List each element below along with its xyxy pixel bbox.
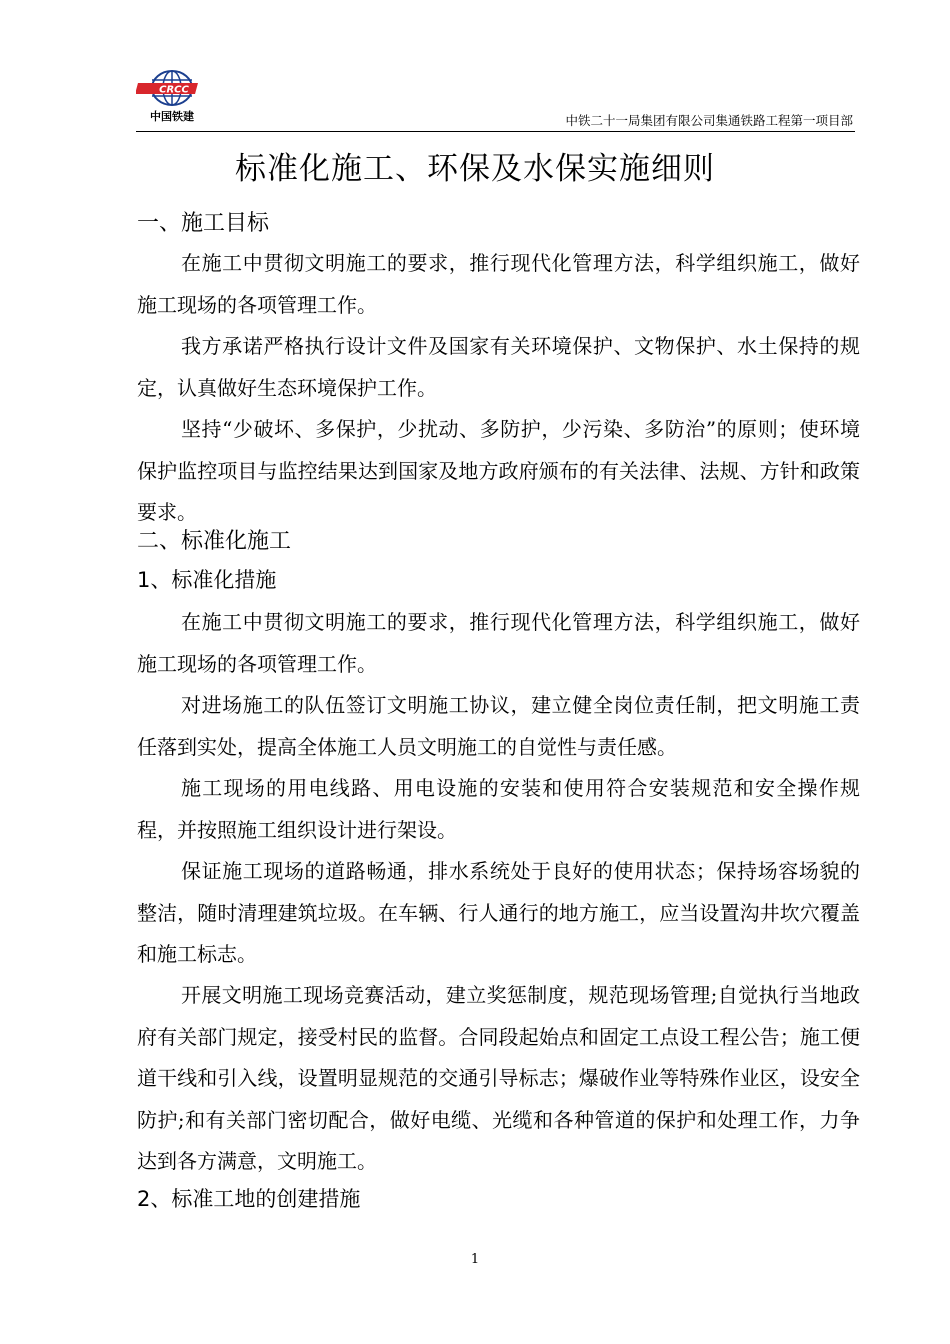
header-organization: 中铁二十一局集团有限公司集通铁路工程第一项目部 [565,113,853,128]
paragraph: 保证施工现场的道路畅通，排水系统处于良好的使用状态；保持场容场貌的整洁，随时清理建筑垃圾。在车辆、行人通行的地方施工，应当设置沟井坎穴覆盖和施工标志。 [137,859,860,966]
paragraph: 施工现场的用电线路、用电设施的安装和使用符合安装规范和安全操作规程，并按照施工组织设计进行架设。 [137,776,860,842]
company-logo [136,68,208,124]
logo-mark: CRCC [159,84,189,96]
paragraph: 在施工中贯彻文明施工的要求，推行现代化管理方法，科学组织施工，做好施工现场的各项管理工作。 [137,251,860,317]
logo-text: 中国铁建 [150,110,194,123]
section-heading-goals: 一、施工目标 [137,211,270,236]
header-divider [136,131,855,132]
subsection-heading-measures: 1、标准化措施 [137,568,277,592]
section-heading-standardization: 二、标准化施工 [137,529,292,554]
paragraph: 开展文明施工现场竞赛活动，建立奖惩制度，规范现场管理;自觉执行当地政府有关部门规定，接受村民的监督。合同段起始点和固定工点设工程公告；施工便道干线和引入线，设置明显规范的交通引导标志；爆破作业等特殊作业区，设安全防护;和有关部门密切配合，做好电缆、光缆和各种管道的保护和处理工作，力争达到各方满意，文明施工。 [137,983,860,1173]
page-number: 1 [470,1252,480,1267]
crcc-globe-icon [136,68,208,110]
document-title: 标准化施工、环保及水保实施细则 [235,151,715,187]
paragraph: 对进场施工的队伍签订文明施工协议，建立健全岗位责任制，把文明施工责任落到实处，提高全体施工人员文明施工的自觉性与责任感。 [137,693,860,759]
paragraph: 在施工中贯彻文明施工的要求，推行现代化管理方法，科学组织施工，做好施工现场的各项管理工作。 [137,610,860,676]
paragraph: 坚持“少破坏、多保护，少扰动、多防护，少污染、多防治”的原则；使环境保护监控项目与监控结果达到国家及地方政府颁布的有关法律、法规、方针和政策要求。 [137,417,860,524]
subsection-heading-site-creation: 2、标准工地的创建措施 [137,1187,361,1211]
paragraph: 我方承诺严格执行设计文件及国家有关环境保护、文物保护、水土保持的规定，认真做好生态环境保护工作。 [137,334,860,400]
